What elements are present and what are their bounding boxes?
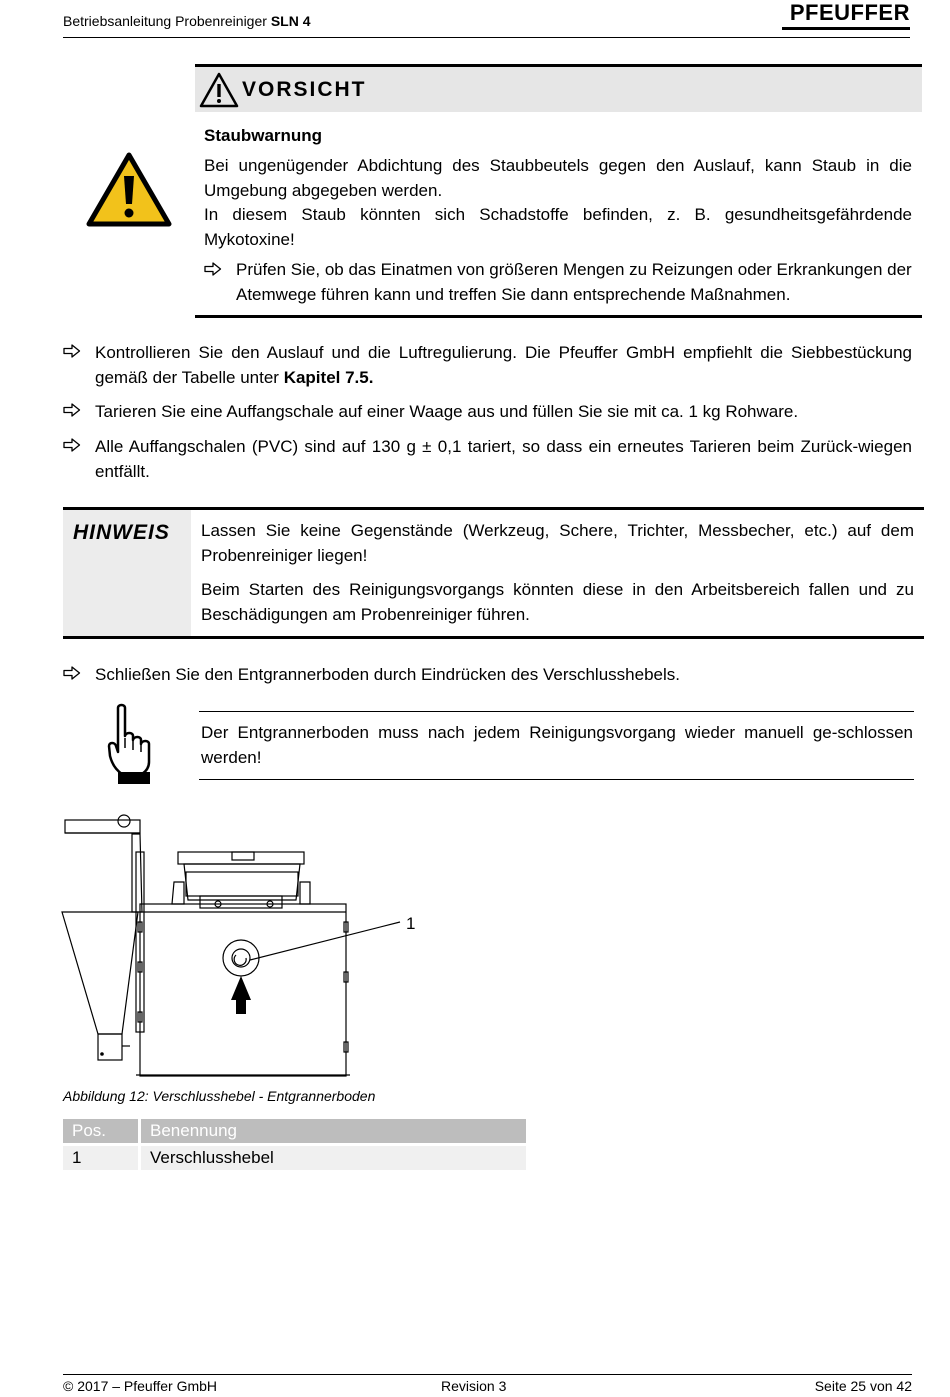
column-header-pos: Pos. — [63, 1119, 138, 1143]
caution-action — [204, 258, 912, 307]
note-top-rule — [199, 711, 914, 712]
hint-bottom-rule — [63, 636, 924, 639]
brand-underline — [782, 27, 910, 30]
step-1-text: Kontrollieren Sie den Auslauf und die Luftregulierung. Die Pfeuffer GmbH empfiehlt die Siebbestückung gemäß der Tabelle unter — [95, 343, 912, 387]
table-cell-name: Verschlusshebel — [141, 1146, 526, 1170]
hint-label-box — [63, 510, 191, 636]
footer-rule — [63, 1374, 912, 1375]
hint-paragraph-1: Lassen Sie keine Gegenstände (Werkzeug, Schere, Trichter, Messbecher, etc.) auf dem Probenreiniger liegen! — [201, 521, 914, 565]
step-close-floor — [63, 663, 912, 688]
arrow-right-icon — [63, 344, 81, 358]
arrow-right-icon — [63, 666, 81, 680]
caution-triangle-icon — [199, 72, 239, 108]
note-text: Der Entgrannerboden muss nach jedem Reinigungsvorgang wieder manuell ge-schlossen werden! — [201, 723, 913, 767]
arrow-right-icon — [204, 262, 222, 276]
brand-logo: PFEUFFER — [789, 0, 910, 25]
caution-banner — [195, 64, 922, 112]
warning-sign-icon — [86, 152, 172, 228]
caution-bottom-rule — [195, 315, 922, 318]
chapter-reference: Kapitel 7.5. — [283, 367, 374, 387]
hint-paragraph-2: Beim Starten des Reinigungsvorgangs könnten diese in den Arbeitsbereich fallen und zu Beschädigungen am Probenreiniger führen. — [201, 580, 914, 624]
caution-paragraph-1: Bei ungenügender Abdichtung des Staubbeutels gegen den Auslauf, kann Staub in die Umgebung abgegeben werden. — [204, 156, 912, 200]
document-title: Betriebsanleitung Probenreiniger SLN 4 — [63, 13, 311, 29]
step-3-text: Alle Auffangschalen (PVC) sind auf 130 g ± 0,1 tariert, so dass ein erneutes Tarieren beim Zurück-wiegen entfällt. — [95, 437, 912, 481]
revision: Revision 3 — [441, 1378, 507, 1394]
table-cell-pos: 1 — [63, 1146, 138, 1170]
caution-body — [204, 124, 912, 307]
step-check-outlet — [63, 341, 912, 390]
step-4-text: Schließen Sie den Entgrannerboden durch Eindrücken des Verschlusshebels. — [95, 665, 680, 684]
column-header-name: Benennung — [141, 1119, 526, 1143]
caution-action-text: Prüfen Sie, ob das Einatmen von größeren Mengen zu Reizungen oder Erkrankungen der Atemwege führen kann und treffen Sie dann entsprechende Maßnahmen. — [236, 260, 912, 304]
page-header — [63, 0, 910, 38]
caution-heading: Staubwarnung — [204, 126, 323, 145]
caution-label: VORSICHT — [242, 78, 367, 101]
hint-label: HINWEIS — [73, 521, 170, 544]
step-tare-tray — [63, 400, 912, 425]
arrow-right-icon — [63, 403, 81, 417]
machine-drawing — [60, 812, 480, 1082]
page-number: Seite 25 von 42 — [814, 1378, 912, 1394]
table-row — [63, 1146, 526, 1170]
caution-paragraph-2: In diesem Staub könnten sich Schadstoffe befinden, z. B. gesundheitsgefährdende Mykotoxine! — [204, 205, 912, 249]
note-bottom-rule — [199, 779, 914, 780]
callout-number: 1 — [406, 914, 416, 933]
table-header-row — [63, 1119, 526, 1143]
hint-body — [201, 519, 914, 627]
model-name: SLN 4 — [270, 13, 311, 29]
step-pvc-trays — [63, 435, 912, 484]
figure-caption: Abbildung 12: Verschlusshebel - Entgrannerboden — [63, 1088, 376, 1104]
copyright: © 2017 – Pfeuffer GmbH — [63, 1378, 218, 1394]
arrow-right-icon — [63, 438, 81, 452]
pointing-hand-icon — [104, 702, 162, 786]
step-2-text: Tarieren Sie eine Auffangschale auf einer Waage aus und füllen Sie sie mit ca. 1 kg Rohware. — [95, 402, 799, 421]
hint-top-rule — [63, 507, 924, 510]
parts-table — [63, 1119, 526, 1173]
